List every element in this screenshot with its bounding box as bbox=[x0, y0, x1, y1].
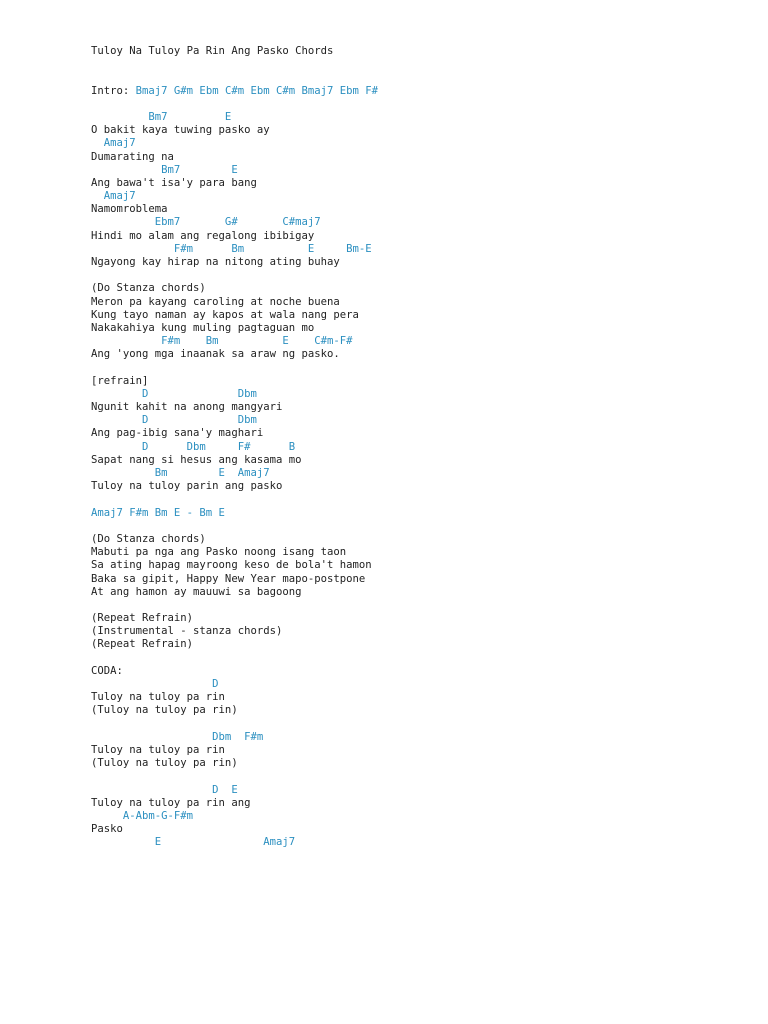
blank-line bbox=[91, 718, 751, 731]
lyric-line: Ngayong kay hirap na nitong ating buhay bbox=[91, 256, 340, 268]
lyric-line: (Instrumental - stanza chords) bbox=[91, 625, 283, 638]
lyric-line: CODA: bbox=[91, 664, 123, 677]
chord-line: Amaj7 bbox=[91, 190, 136, 203]
chord-sheet bbox=[91, 45, 751, 849]
blank-line bbox=[91, 98, 751, 111]
chord-line: D Dbm bbox=[91, 387, 257, 400]
lyric-line: O bakit kaya tuwing pasko ay bbox=[91, 124, 270, 137]
lyric-line: Ang bawa't isa'y para bang bbox=[91, 176, 257, 189]
chord-line: F#m Bm E C#m-F# bbox=[91, 335, 353, 348]
chord-line: D bbox=[91, 678, 219, 690]
lyric-line: Tuloy na tuloy pa rin ang bbox=[91, 796, 251, 809]
chord-line: Bm7 E bbox=[91, 110, 232, 123]
chord-line: Bm7 E bbox=[91, 163, 238, 176]
intro-chords: Bmaj7 G#m Ebm C#m Ebm C#m Bmaj7 Ebm F# bbox=[135, 84, 379, 97]
lyric-line: (Tuloy na tuloy pa rin) bbox=[91, 704, 238, 717]
blank-line bbox=[91, 652, 751, 665]
lyric-line: (Do Stanza chords) bbox=[91, 532, 206, 545]
chord-line: F#m Bm E Bm-E bbox=[91, 242, 372, 255]
blank-line bbox=[91, 58, 751, 71]
chord-line: Bm E Amaj7 bbox=[91, 467, 270, 479]
blank-line bbox=[91, 269, 751, 282]
lyric-line: Dumarating na bbox=[91, 150, 174, 163]
lyric-line: (Repeat Refrain) bbox=[91, 638, 194, 651]
blank-line bbox=[91, 71, 751, 84]
lyric-line: Ang pag-ibig sana'y maghari bbox=[91, 427, 264, 440]
chord-line: E Amaj7 bbox=[91, 836, 296, 849]
blank-line bbox=[91, 362, 751, 375]
chord-line: Dbm F#m bbox=[91, 730, 264, 743]
chord-line: D Dbm bbox=[91, 414, 257, 427]
blank-line bbox=[91, 520, 751, 533]
lyric-line: Tuloy na tuloy parin ang pasko bbox=[91, 480, 283, 493]
lyric-line: Hindi mo alam ang regalong ibibigay bbox=[91, 229, 315, 242]
lyric-line: (Do Stanza chords) bbox=[91, 282, 206, 295]
lyric-line: Nakakahiya kung muling pagtaguan mo bbox=[91, 321, 315, 334]
lyric-line: (Repeat Refrain) bbox=[91, 612, 194, 625]
chord-line: D Dbm F# B bbox=[91, 440, 296, 453]
intro-label: Intro: bbox=[91, 84, 136, 97]
blank-line bbox=[91, 770, 751, 783]
lyric-line: Baka sa gipit, Happy New Year mapo-postpone bbox=[91, 572, 366, 585]
lyric-line: Pasko bbox=[91, 823, 123, 836]
lyric-line: Ngunit kahit na anong mangyari bbox=[91, 401, 283, 414]
blank-line bbox=[91, 599, 751, 612]
lyric-line: Ang 'yong mga inaanak sa araw ng pasko. bbox=[91, 348, 340, 361]
chord-line: D E bbox=[91, 783, 238, 796]
lyric-line: Namomroblema bbox=[91, 203, 168, 216]
lyric-line: Kung tayo naman ay kapos at wala nang pera bbox=[91, 308, 359, 321]
lyric-line: Sa ating hapag mayroong keso de bola't hamon bbox=[91, 559, 372, 572]
lyric-line: [refrain] bbox=[91, 374, 149, 387]
chord-line: Amaj7 bbox=[91, 137, 136, 150]
lyric-line: Meron pa kayang caroling at noche buena bbox=[91, 295, 340, 308]
lyric-line: Sapat nang si hesus ang kasama mo bbox=[91, 453, 302, 466]
lyric-line: (Tuloy na tuloy pa rin) bbox=[91, 757, 238, 770]
chord-line: Amaj7 F#m Bm E - Bm E bbox=[91, 506, 225, 519]
lyric-line: Tuloy na tuloy pa rin bbox=[91, 691, 225, 704]
lyric-line: At ang hamon ay mauuwi sa bagoong bbox=[91, 585, 302, 598]
chord-line: Ebm7 G# C#maj7 bbox=[91, 216, 321, 229]
intro-line bbox=[91, 85, 751, 98]
lyric-line: Mabuti pa nga ang Pasko noong isang taon bbox=[91, 546, 347, 559]
lyric-line: Tuloy na tuloy pa rin bbox=[91, 743, 225, 756]
blank-line bbox=[91, 493, 751, 506]
chord-line: A-Abm-G-F#m bbox=[91, 809, 194, 822]
song-title: Tuloy Na Tuloy Pa Rin Ang Pasko Chords bbox=[91, 45, 334, 57]
